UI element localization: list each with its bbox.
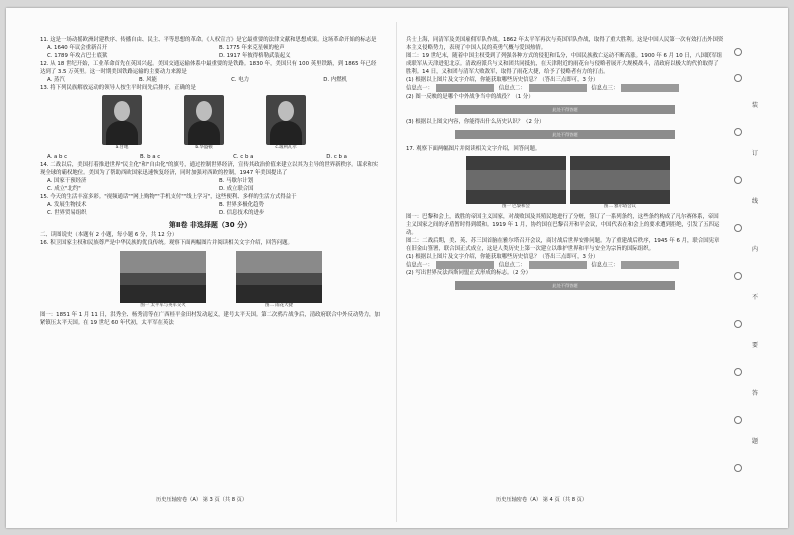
exam-sheet [6, 8, 788, 528]
binding-hole [734, 128, 742, 136]
q14-options-row1 [40, 177, 380, 185]
photo-caption: 图二 雨花大捷 [265, 303, 293, 308]
binding-hole [734, 224, 742, 232]
q14-option-c: C. 成立"北约" [47, 186, 81, 192]
binding-hole [734, 48, 742, 56]
q15-stem: 15. 今天的生活丰富多彩。"视频通话""网上购物""手机支付""线上学习"，这些便利、多样的生活方式得益于 [40, 194, 297, 200]
answer-blank[interactable] [529, 261, 587, 269]
seal-char: 装 [752, 102, 759, 109]
footer-left: 历史压轴密卷（A） 第 3 页（共 8 页） [156, 497, 248, 503]
seal-char: 订 [752, 150, 759, 157]
q11-option-a: A. 1640 年议会重新召开 [47, 45, 108, 51]
seal-char: 答 [752, 390, 759, 397]
q14-options-row2 [40, 185, 380, 193]
answer-area[interactable]: 此处不得答题 [455, 281, 675, 290]
portrait-caption: c.玻利瓦尔 [275, 145, 297, 150]
seal-char: 内 [752, 246, 759, 253]
q16-sub3: (3) 根据以上图文内容，你能得出什么历史认识？（2 分） [406, 118, 545, 125]
q11-stem: 11. 这是一场动摇欧洲封建秩序、传播自由、民主、平等思想的革命。《人权宣言》是它最重要的法律文献和思想成果。这场革命开始的标志是 [40, 37, 377, 43]
q13-option-b: B. b a c [140, 154, 161, 160]
photo-image [236, 251, 322, 303]
q16-sub1-blanks [406, 84, 724, 93]
footer-right: 历史压轴密卷（A） 第 4 页（共 8 页） [496, 497, 588, 503]
page-right [406, 36, 724, 294]
q13-stem: 13. 将下列民族解放运动的领导人按生平时间先后排序，正确的是 [40, 85, 196, 91]
answer-blank[interactable] [529, 84, 587, 92]
portrait-gandhi [102, 95, 142, 151]
seal-char: 题 [752, 438, 759, 445]
q15-option-d: D. 信息技术的进步 [219, 210, 265, 216]
answer-area[interactable]: 此处不得答题 [455, 105, 675, 114]
q14-option-a: A. 国家干预经济 [47, 178, 87, 184]
q16-sub2: (2) 图一反映的是哪个中外战争当中的战役？（1 分） [406, 93, 534, 100]
binding-hole [734, 368, 742, 376]
conference-image [466, 156, 566, 204]
q13-portraits [102, 95, 380, 151]
q17-sub1-blanks [406, 261, 724, 270]
page-left [40, 36, 380, 327]
q16-photos [120, 251, 380, 309]
q15-option-c: C. 世界贸易组织 [47, 210, 87, 216]
binding-hole [734, 464, 742, 472]
q12-options [40, 76, 347, 84]
binding-hole [734, 320, 742, 328]
seal-char: 不 [752, 294, 759, 301]
binding-hole [734, 416, 742, 424]
q15-options-row2 [40, 209, 380, 217]
q17-sub2: (2) 写出世界反法西斯同盟正式形成的标志。（2 分） [406, 270, 531, 276]
portrait-bolivar [266, 95, 306, 151]
q16-sub1: (1) 根据以上图片及文字介绍，你能获取哪些历史信息？（答出三点即可，3 分） [406, 77, 599, 83]
portrait-image [102, 95, 142, 145]
answer-blank[interactable] [436, 261, 494, 269]
image-paris-conference [466, 156, 566, 210]
image-caption: 图二 雅尔塔会议 [603, 203, 637, 209]
q12-option-c: C. 电力 [231, 77, 250, 83]
info-label-2: 信息点二： [498, 262, 526, 268]
info-label-3: 信息点三： [591, 262, 619, 268]
q17-stem: 17. 观察下面两幅图片并阅读相关文字介绍，回答问题。 [406, 145, 541, 152]
q15-options-row1 [40, 201, 380, 209]
q13-option-d: D. c b a [326, 154, 347, 160]
binding-hole [734, 176, 742, 184]
binding-hole [734, 272, 742, 280]
conference-image [570, 156, 670, 204]
section-title: 第Ⅱ卷 非选择题（30 分） [168, 221, 252, 229]
q12-option-b: B. 风能 [138, 77, 157, 83]
q13-option-a: A. a b c [47, 154, 68, 160]
q11-option-b: B. 1775 年来克星顿的枪声 [219, 45, 285, 51]
answer-area[interactable]: 此处不得答题 [455, 130, 675, 139]
q16-stem: 16. 积卫国家主权和民族尊严是中华民族的优良传统。观察下面两幅图片并阅读相关文字介绍，回答问题。 [40, 240, 293, 246]
info-label-1: 信息点一： [406, 262, 433, 268]
photo-battle [120, 251, 206, 309]
image-yalta-conference [570, 156, 670, 210]
photo-yuhua [236, 251, 322, 309]
portrait-washington [184, 95, 224, 151]
q11-option-c: C. 1789 年攻占巴士底狱 [47, 53, 108, 59]
q14-option-d: D. 成立联合国 [219, 186, 254, 192]
q16-text2: 图二：19 世纪末，随着中国主权受到了列强各种方式的侵犯和瓜分，中国民族救亡运动不断高涨。1900 年 6 月 10 日，八国联军组成联军从天津进犯北京。清政府派兵与义和团共同抵抗，在天津附近的雨花台与侵略者展开大规模战斗，清政府以极大的代价取得了胜利。14 日，义和团与清军大败敌军，取得了雨花大捷，给予了侵略者有力的打击。 [406, 53, 723, 75]
q16-continued: 兵士上海，同清军及美国雇佣军队作战。1862 年太平军再次与英国军队作战，取得了重大胜利。这是中国人民第一次有效打击外国资本主义侵略势力，表现了中国人民的英勇气概与爱国热情。 [406, 37, 724, 51]
q15-option-a: A. 发展生物技术 [47, 202, 87, 208]
q11-options-row2 [40, 52, 380, 60]
page-divider [396, 22, 397, 522]
portrait-image [266, 95, 306, 145]
info-label-3: 信息点三： [591, 85, 619, 92]
answer-blank[interactable] [621, 84, 679, 92]
q12-option-a: A. 蒸汽 [47, 77, 65, 83]
seal-char: 线 [752, 198, 759, 205]
q17-sub1: (1) 根据以上图片及文字介绍，你能获取哪些历史信息？（答出三点即可，3 分） [406, 253, 599, 260]
info-label-2: 信息点二： [498, 85, 526, 92]
portrait-image [184, 95, 224, 145]
section-subtitle: 二、读图说史（本题有 2 小题，每小题 6 分，共 12 分） [40, 232, 178, 238]
q17-text1: 图一：巴黎和会上，战胜的帝国主义国家，对战败国及其殖民地进行了分赃，签订了一系列条约，这些条约构成了凡尔赛体系，帝国主义国家之间的矛盾暂时得到缓和。1919 年 1 月，协约国在巴黎召开和平会议，中国代表在和会上的要求遭到拒绝，引发了五四运动。 [406, 213, 720, 236]
q14-stem: 14. 二战以后，美国打着推进世界"民主化"和"自由化"的旗号，通过控制世界经济，宣传其政治价值来建立以其为主导的世界新秩序。谋求和实现全球的霸权地位。美国为了帮助西欧国家迅速恢复经济，同时加强对西欧的控制，1947 年美国提出了 [40, 162, 379, 176]
portrait-caption: a.甘地 [115, 145, 129, 150]
answer-blank[interactable] [436, 84, 494, 92]
q13-options [40, 153, 347, 161]
q13-option-c: C. c b a [233, 154, 254, 160]
photo-image [120, 251, 206, 303]
q12-option-d: D. 内燃机 [323, 77, 347, 83]
binding-hole [734, 74, 742, 82]
image-caption: 图一 巴黎和会 [502, 203, 530, 209]
q11-options-row1 [40, 44, 380, 52]
photo-caption: 图一 太平军与英军交火 [140, 303, 186, 308]
info-label-1: 信息点一： [406, 85, 433, 92]
q16-text: 图一：1851 年 1 月 11 日，洪秀全、杨秀清等在广西桂平金田村发动起义，建号太平天国。第二次鸦片战争后，清政府联合中外反动势力，加紧镇压太平天国。在 19 世纪 60 年代初，太平军在英法 [40, 312, 380, 326]
q17-images [466, 156, 724, 210]
q17-text2: 图二：二战后期，美、英、苏三国首脑在雅尔塔召开会议，商讨战后世界安排问题。为了重建战后秩序，1945 年 6 月，联合国宪章在旧金山签署，联合国正式成立，这是人类历史上第一次建立以维护世界和平与安全为宗旨的国际组织。 [406, 237, 720, 252]
q15-option-b: B. 世界多极化趋势 [219, 202, 264, 208]
q11-option-d: D. 1917 年彼得格勒武装起义 [219, 53, 291, 59]
q14-option-b: B. 马歇尔计划 [219, 178, 254, 184]
portrait-caption: b.华盛顿 [195, 145, 213, 150]
answer-blank[interactable] [621, 261, 679, 269]
seal-char: 要 [752, 342, 759, 349]
q12-stem: 12. 从 18 世纪开始，工业革命首先在英国兴起。美国交通运输体系中最重要的是铁路。1830 年，美国只有 100 英里铁路，到 1865 年已经达到了 3.5 万英里。这一时期美国铁路运输的主要动力来源是 [40, 61, 377, 75]
